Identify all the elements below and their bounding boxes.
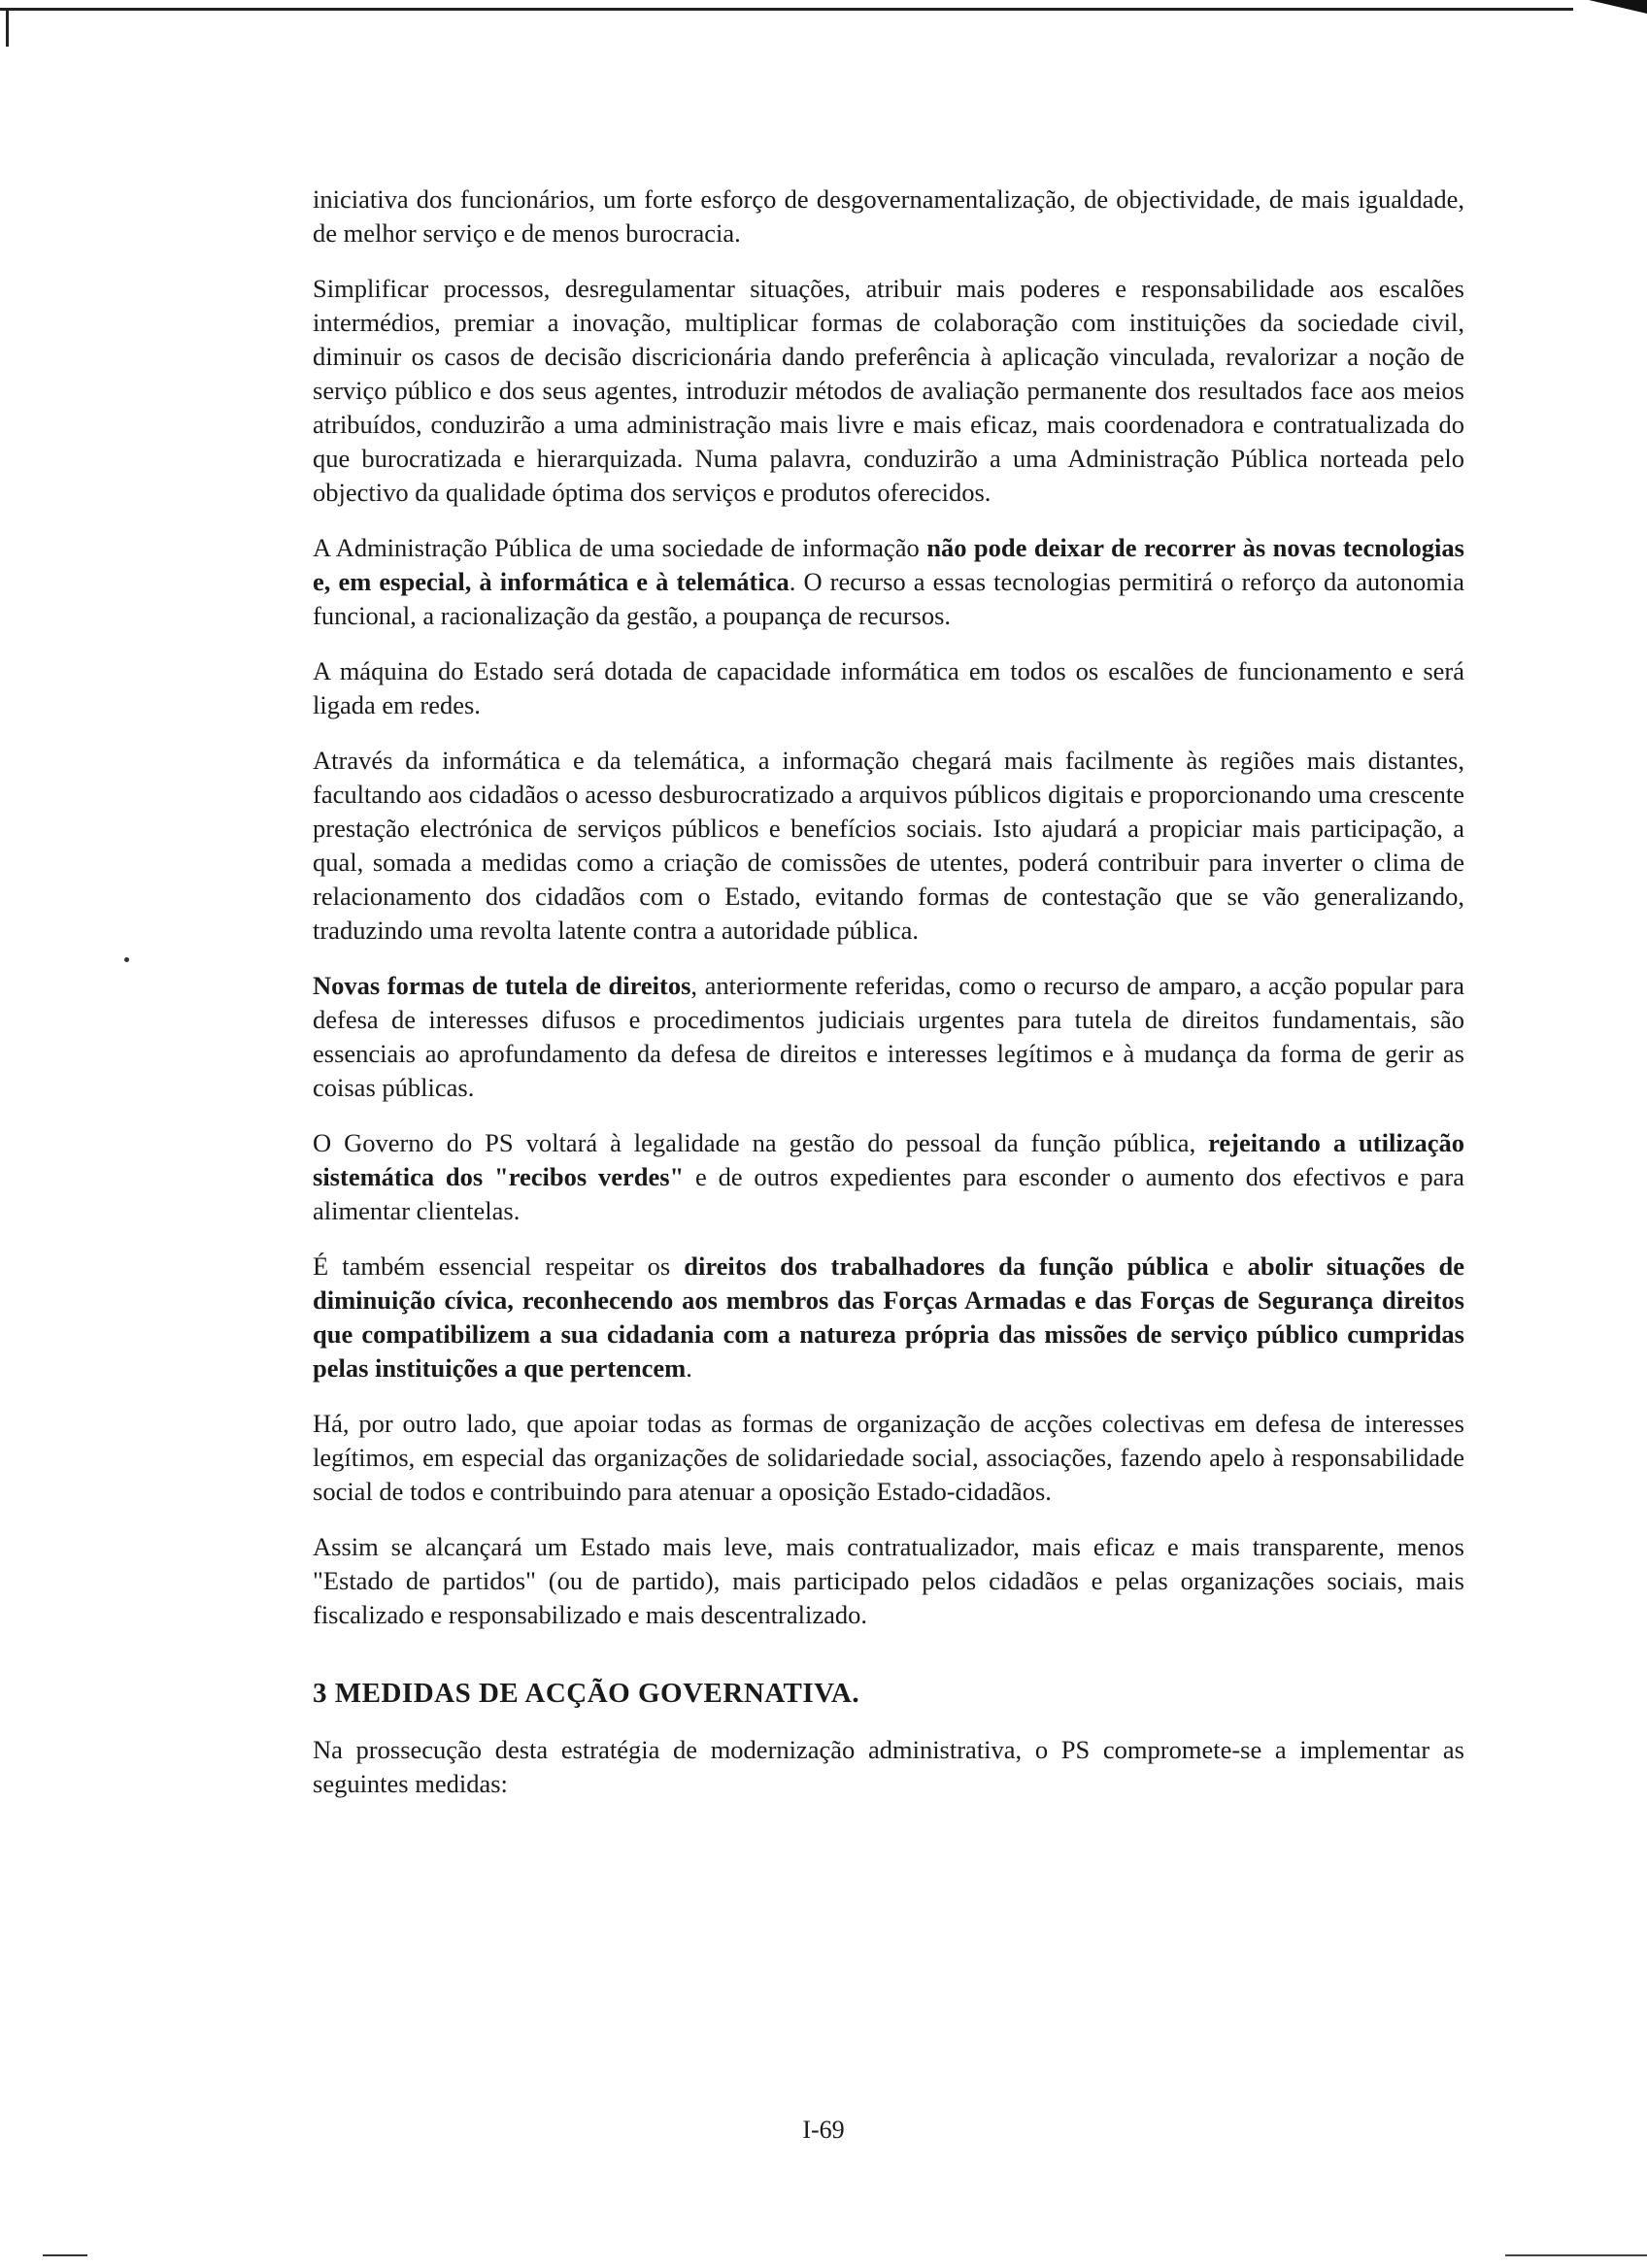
bold-text: Novas formas de tutela de direitos (313, 971, 691, 1000)
text-run: e (1208, 1251, 1248, 1281)
text-run: e de outros expedientes para esconder o aumento dos efectivos e para alimentar clientelas. (313, 1162, 1464, 1225)
scan-border-left (6, 8, 9, 47)
text-run: Através da informática e da telemática, a informação chegará mais facilmente às regiões mais distantes, facultando aos cidadãos o acesso desburocratizado a arquivos públicos digitais e proporcionando uma crescente prestação electrónica de serviços públicos e benefícios sociais. Isto ajudará a propiciar mais participação, a qual, somada a medidas como a criação de comissões de utentes, poderá contribuir para inverter o clima de relacionamento dos cidadãos com o Estado, evitando formas de contestação que se vão generalizando, traduzindo uma revolta latente contra a autoridade pública. (313, 746, 1464, 945)
paragraph (313, 654, 1464, 722)
text-run: . (686, 1353, 692, 1383)
page-number: I-69 (802, 2116, 845, 2144)
bold-text: rejeitando a utilização sistemática dos "recibos verdes" (313, 1128, 1464, 1191)
scan-bottom-right-line (1505, 2254, 1647, 2256)
scan-bottom-left-line (43, 2254, 87, 2256)
paragraph (313, 1126, 1464, 1228)
text-run: iniciativa dos funcionários, um forte esforço de desgovernamentalização, de objectividade, de mais igualdade, de melhor serviço e de menos burocracia. (313, 184, 1464, 248)
scan-corner-mark (1589, 0, 1647, 14)
section-intro-paragraph: Na prossecução desta estratégia de modernização administrativa, o PS compromete-se a implementar as seguintes medidas: (313, 1735, 1464, 1798)
text-run: , anteriormente referidas, como o recurso de amparo, a acção popular para defesa de interesses difusos e procedimentos judiciais urgentes para tutela de direitos fundamentais, são essenciais ao aprofundamento da defesa de direitos e interesses legítimos e à mudança da forma de gerir as coisas públicas. (313, 971, 1464, 1102)
scan-dot (124, 957, 129, 962)
paragraph (313, 183, 1464, 250)
bold-text: abolir situações de diminuição cívica, reconhecendo aos membros das Forças Armadas e das Forças de Segurança direitos que compatibilizem a sua cidadania com a natureza própria das missões de serviço público cumpridas pelas instituições a que pertencem (313, 1251, 1464, 1383)
bold-text: não pode deixar de recorrer às novas tecnologias e, em especial, à informática e à telemática (313, 533, 1464, 596)
document-body (313, 183, 1464, 1822)
paragraph (313, 1407, 1464, 1509)
paragraph-list (313, 183, 1464, 1632)
paragraph (313, 1250, 1464, 1385)
paragraph (313, 744, 1464, 948)
text-run: A máquina do Estado será dotada de capacidade informática em todos os escalões de funcionamento e será ligada em redes. (313, 656, 1464, 719)
paragraph (313, 272, 1464, 510)
paragraph (313, 531, 1464, 633)
text-run: Há, por outro lado, que apoiar todas as formas de organização de acções colectivas em defesa de interesses legítimos, em especial das organizações de solidariedade social, associações, fazendo apelo à responsabilidade social de todos e contribuindo para atenuar a oposição Estado-cidadãos. (313, 1409, 1464, 1506)
paragraph (313, 969, 1464, 1105)
text-run: A Administração Pública de uma sociedade de informação (313, 533, 927, 562)
text-run: Simplificar processos, desregulamentar situações, atribuir mais poderes e responsabilidade aos escalões intermédios, premiar a inovação, multiplicar formas de colaboração com instituições da sociedade civil, diminuir os casos de decisão discricionária dando preferência à aplicação vinculada, revalorizar a noção de serviço público e dos seus agentes, introduzir métodos de avaliação permanente dos resultados face aos meios atribuídos, conduzirão a uma administração mais livre e mais eficaz, mais coordenadora e contratualizada do que burocratizada e hierarquizada. Numa palavra, conduzirão a uma Administração Pública norteada pelo objectivo da qualidade óptima dos serviços e produtos oferecidos. (313, 274, 1464, 507)
paragraph (313, 1530, 1464, 1632)
text-run: O Governo do PS voltará à legalidade na gestão do pessoal da função pública, (313, 1128, 1209, 1157)
bold-text: direitos dos trabalhadores da função pública (684, 1251, 1209, 1281)
text-run: É também essencial respeitar os (313, 1251, 685, 1281)
section-heading: 3 MEDIDAS DE ACÇÃO GOVERNATIVA. (313, 1678, 860, 1709)
scan-border-top (0, 8, 1573, 11)
text-run: . O recurso a essas tecnologias permitirá o reforço da autonomia funcional, a racionalização da gestão, a poupança de recursos. (313, 567, 1465, 630)
text-run: Assim se alcançará um Estado mais leve, mais contratualizador, mais eficaz e mais transparente, menos "Estado de partidos" (ou de partido), mais participado pelos cidadãos e pelas organizações sociais, mais fiscalizado e responsabilizado e mais descentralizado. (313, 1532, 1464, 1629)
